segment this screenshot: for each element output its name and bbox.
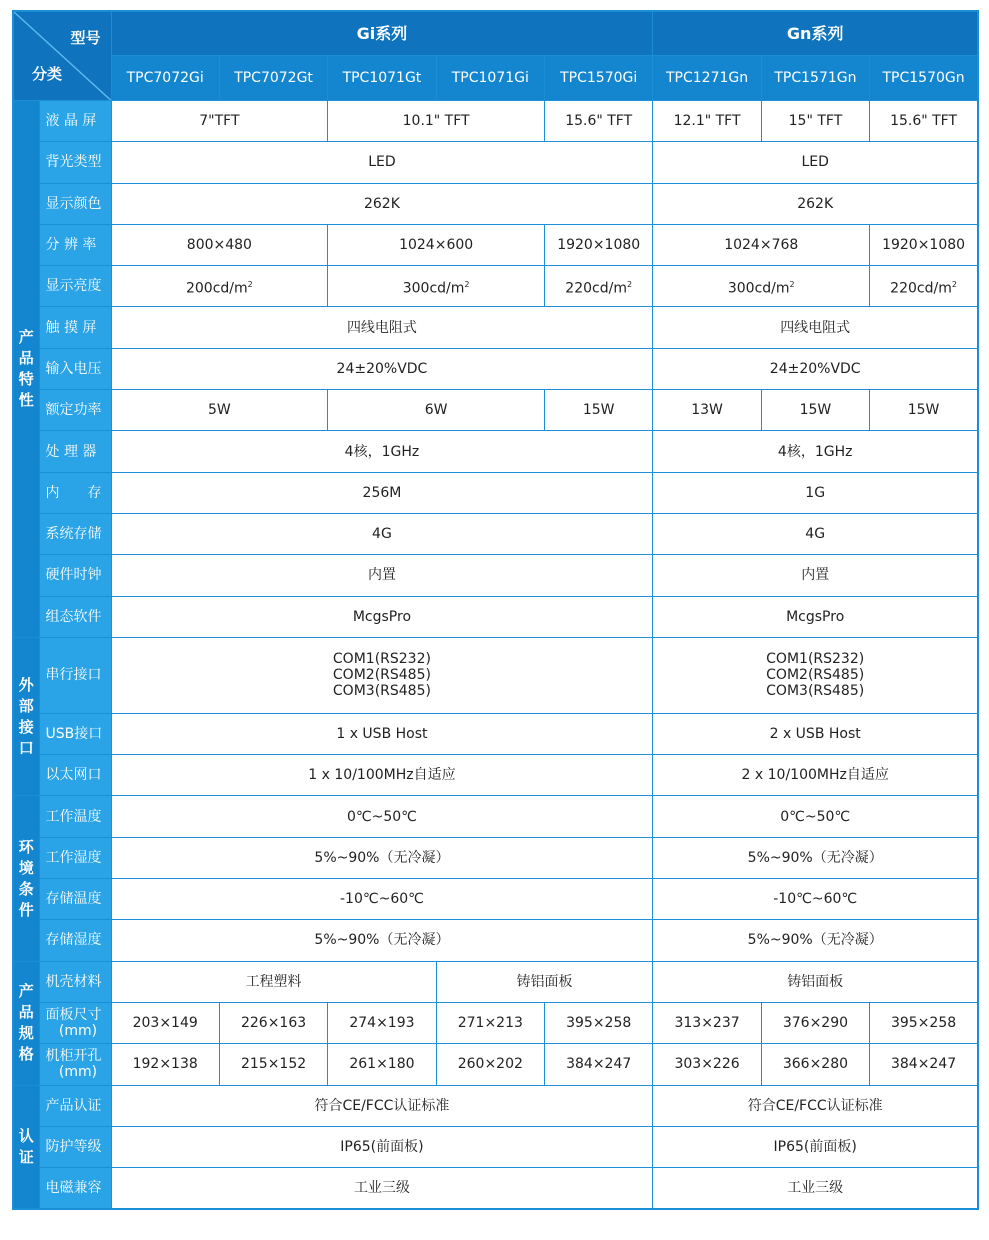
cell: 4核，1GHz [111, 431, 653, 472]
cell-text: 220cd/m [565, 280, 627, 297]
row-label: 工作温度 [39, 796, 111, 837]
model-header: TPC1071Gi [436, 56, 544, 101]
row-brightness [13, 266, 978, 307]
cell: 260×202 [436, 1044, 544, 1085]
category-label: 产品特性 [18, 327, 34, 409]
cell: 376×290 [761, 1002, 869, 1043]
row-label-unit: (mm) [58, 1064, 98, 1081]
row-label [39, 1044, 111, 1085]
cell [653, 266, 870, 307]
cell: 800×480 [111, 224, 328, 265]
row-software [13, 596, 978, 637]
cell: IP65(前面板) [653, 1126, 978, 1167]
cell: 384×247 [545, 1044, 653, 1085]
cell: 12.1" TFT [653, 101, 761, 142]
row-touch [13, 307, 978, 348]
cell-line: COM2(RS485) [766, 667, 865, 684]
row-storage [13, 513, 978, 554]
cell: 内置 [653, 555, 978, 596]
header-row-series [13, 11, 978, 56]
cell: 271×213 [436, 1002, 544, 1043]
cell: 4G [111, 513, 653, 554]
cell [545, 266, 653, 307]
row-voltage [13, 348, 978, 389]
row-label: 触 摸 屏 [39, 307, 111, 348]
cell: 15W [870, 390, 978, 431]
cell-text: 220cd/m [890, 280, 952, 297]
cell: 274×193 [328, 1002, 436, 1043]
cell: 5%~90%（无冷凝） [111, 920, 653, 961]
cell: 24±20%VDC [111, 348, 653, 389]
cell: 15.6" TFT [870, 101, 978, 142]
row-backlight [13, 142, 978, 183]
model-header: TPC1570Gn [870, 56, 978, 101]
cell [328, 266, 545, 307]
category-label: 环境条件 [18, 837, 34, 919]
cell: 5%~90%（无冷凝） [653, 837, 978, 878]
category-label: 产品规格 [18, 982, 34, 1064]
cell: 15" TFT [761, 101, 869, 142]
cell: 395×258 [545, 1002, 653, 1043]
category-external-interfaces [13, 637, 39, 796]
row-work-humidity [13, 837, 978, 878]
header-corner [13, 11, 111, 101]
row-label-unit: (mm) [58, 1023, 98, 1040]
series-gi-header: Gi系列 [111, 11, 653, 56]
row-label-text: 面板尺寸 [45, 1007, 102, 1024]
cell: 203×149 [111, 1002, 219, 1043]
row-label: USB接口 [39, 713, 111, 754]
cell-text: 300cd/m [402, 280, 465, 297]
cell: 1920×1080 [870, 224, 978, 265]
cell: 313×237 [653, 1002, 761, 1043]
cell: 0℃~50℃ [653, 796, 978, 837]
cell: 15W [545, 390, 653, 431]
corner-label-category: 分类 [32, 65, 63, 83]
row-serial [13, 637, 978, 713]
cell: 1024×600 [328, 224, 545, 265]
superscript: 2 [951, 279, 957, 289]
row-label: 显示颜色 [39, 183, 111, 224]
model-header: TPC1271Gn [653, 56, 761, 101]
row-cert [13, 1085, 978, 1126]
row-color [13, 183, 978, 224]
row-label: 产品认证 [39, 1085, 111, 1126]
cell: 24±20%VDC [653, 348, 978, 389]
row-label: 防护等级 [39, 1126, 111, 1167]
cell: 4核，1GHz [653, 431, 978, 472]
row-cutout [13, 1044, 978, 1085]
row-label: 系统存储 [39, 513, 111, 554]
row-label: 工作湿度 [39, 837, 111, 878]
model-header: TPC1071Gt [328, 56, 436, 101]
category-certification [13, 1085, 39, 1209]
row-label [39, 1002, 111, 1043]
cell: 262K [111, 183, 653, 224]
row-label: 存储湿度 [39, 920, 111, 961]
cell: 5%~90%（无冷凝） [111, 837, 653, 878]
cell: 395×258 [870, 1002, 978, 1043]
row-ip [13, 1126, 978, 1167]
row-housing [13, 961, 978, 1002]
cell: 1024×768 [653, 224, 870, 265]
cell: McgsPro [653, 596, 978, 637]
row-usb [13, 713, 978, 754]
cell-text: 300cd/m [727, 280, 790, 297]
row-label: 电磁兼容 [39, 1168, 111, 1209]
category-product-specs [13, 961, 39, 1085]
cell: 5W [111, 390, 328, 431]
cell [870, 266, 978, 307]
cell: 366×280 [761, 1044, 869, 1085]
cell: 1920×1080 [545, 224, 653, 265]
row-label: 显示亮度 [39, 266, 111, 307]
spec-table [12, 10, 979, 1210]
superscript: 2 [789, 279, 795, 289]
cell: 内置 [111, 555, 653, 596]
corner-diagonal [14, 12, 111, 100]
row-label: 背光类型 [39, 142, 111, 183]
model-header: TPC1571Gn [761, 56, 869, 101]
cell: 铸铝面板 [436, 961, 653, 1002]
cell: 工程塑料 [111, 961, 436, 1002]
cell: -10℃~60℃ [653, 879, 978, 920]
cell: 262K [653, 183, 978, 224]
row-label: 串行接口 [39, 637, 111, 713]
cell: -10℃~60℃ [111, 879, 653, 920]
cell: 5%~90%（无冷凝） [653, 920, 978, 961]
cell: 1G [653, 472, 978, 513]
category-label: 外部接口 [18, 675, 34, 757]
cell: 1 x 10/100MHz自适应 [111, 755, 653, 796]
cell: 符合CE/FCC认证标准 [653, 1085, 978, 1126]
cell: 四线电阻式 [111, 307, 653, 348]
cell: 256M [111, 472, 653, 513]
row-memory [13, 472, 978, 513]
cell: 10.1" TFT [328, 101, 545, 142]
cell: LED [111, 142, 653, 183]
cell: 192×138 [111, 1044, 219, 1085]
row-label: 硬件时钟 [39, 555, 111, 596]
row-panel-size [13, 1002, 978, 1043]
category-environment [13, 796, 39, 961]
model-header: TPC1570Gi [545, 56, 653, 101]
row-rtc [13, 555, 978, 596]
cell: 符合CE/FCC认证标准 [111, 1085, 653, 1126]
row-ethernet [13, 755, 978, 796]
row-label: 液 晶 屏 [39, 101, 111, 142]
row-store-temp [13, 879, 978, 920]
cell: 215×152 [219, 1044, 327, 1085]
row-label: 内 存 [39, 472, 111, 513]
row-label: 额定功率 [39, 390, 111, 431]
cell: 4G [653, 513, 978, 554]
cell: 工业三级 [653, 1168, 978, 1209]
row-work-temp [13, 796, 978, 837]
cell [111, 266, 328, 307]
row-label: 以太网口 [39, 755, 111, 796]
cell: 261×180 [328, 1044, 436, 1085]
row-store-humidity [13, 920, 978, 961]
row-emc [13, 1168, 978, 1209]
row-label: 存储温度 [39, 879, 111, 920]
row-label: 机壳材料 [39, 961, 111, 1002]
cell-line: COM3(RS485) [332, 683, 431, 700]
cell: LED [653, 142, 978, 183]
cell: 384×247 [870, 1044, 978, 1085]
row-resolution [13, 224, 978, 265]
row-label: 处 理 器 [39, 431, 111, 472]
superscript: 2 [247, 279, 253, 289]
row-label-text: 机柜开孔 [45, 1048, 102, 1065]
series-gn-header: Gn系列 [653, 11, 978, 56]
cell: 1 x USB Host [111, 713, 653, 754]
row-cpu [13, 431, 978, 472]
model-header: TPC7072Gt [219, 56, 327, 101]
cell-line: COM1(RS232) [766, 651, 865, 668]
category-product-features [13, 101, 39, 638]
cell: 2 x 10/100MHz自适应 [653, 755, 978, 796]
cell [653, 637, 978, 713]
cell: 工业三级 [111, 1168, 653, 1209]
cell: 0℃~50℃ [111, 796, 653, 837]
superscript: 2 [626, 279, 633, 289]
category-label: 认证 [18, 1126, 34, 1166]
row-label: 组态软件 [39, 596, 111, 637]
cell-line: COM1(RS232) [332, 651, 431, 668]
cell: 13W [653, 390, 761, 431]
cell: 铸铝面板 [653, 961, 978, 1002]
model-header: TPC7072Gi [111, 56, 219, 101]
header-row-models [13, 56, 978, 101]
cell: McgsPro [111, 596, 653, 637]
corner-label-model: 型号 [70, 29, 101, 47]
cell: 226×163 [219, 1002, 327, 1043]
cell: 6W [328, 390, 545, 431]
cell-line: COM2(RS485) [332, 667, 431, 684]
cell: 15.6" TFT [545, 101, 653, 142]
cell: 2 x USB Host [653, 713, 978, 754]
cell: 7"TFT [111, 101, 328, 142]
row-power [13, 390, 978, 431]
cell: IP65(前面板) [111, 1126, 653, 1167]
cell [111, 637, 653, 713]
row-label: 输入电压 [39, 348, 111, 389]
cell-line: COM3(RS485) [766, 683, 865, 700]
cell-text: 200cd/m [185, 280, 248, 297]
cell: 303×226 [653, 1044, 761, 1085]
row-lcd [13, 101, 978, 142]
row-label: 分 辨 率 [39, 224, 111, 265]
cell: 15W [761, 390, 869, 431]
superscript: 2 [464, 279, 470, 289]
cell: 四线电阻式 [653, 307, 978, 348]
